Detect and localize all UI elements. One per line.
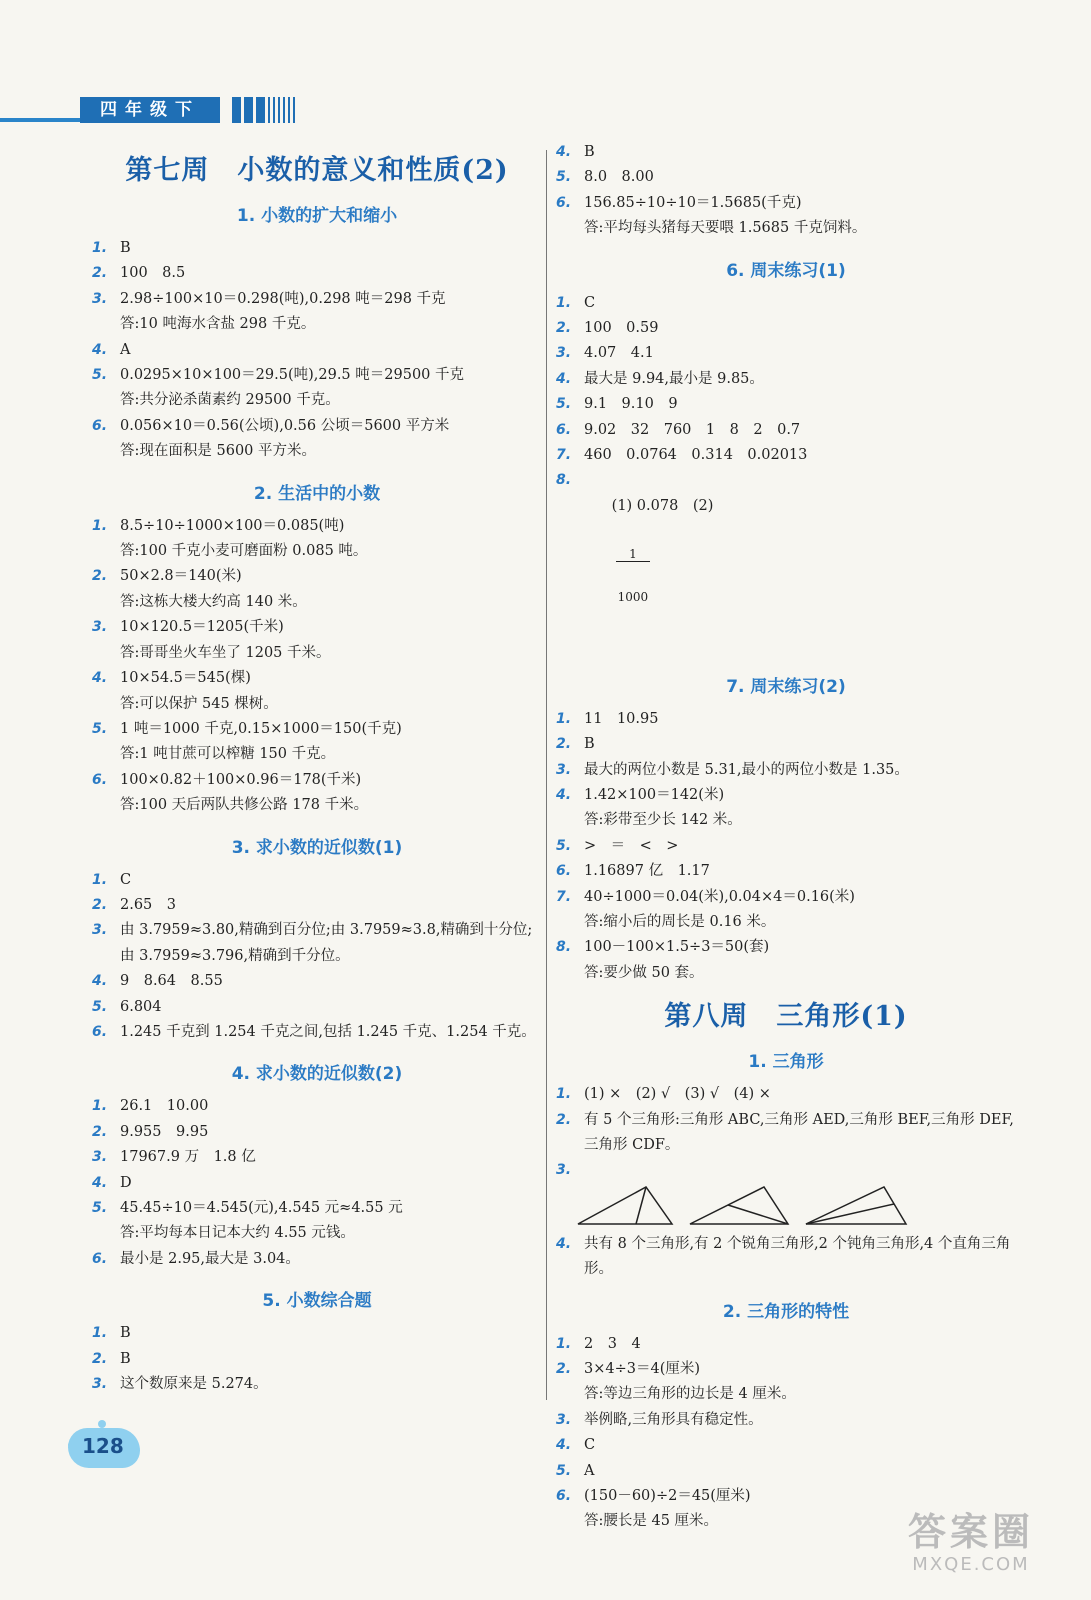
answer-sentence: 答:等边三角形的边长是 4 厘米。 (584, 1386, 796, 1403)
item-number: 7. (556, 888, 572, 905)
answer-item (556, 392, 1016, 417)
item-text: B (120, 240, 131, 256)
answer-item (556, 732, 1016, 757)
item-text: 100 0.59 (584, 320, 659, 337)
item-number: 5. (556, 1462, 572, 1479)
item-number: 6. (556, 194, 572, 211)
answer-item (556, 165, 1016, 190)
item-text: 1 吨＝1000 千克,0.15×1000＝150(千克) (120, 720, 402, 737)
answer-item (556, 1484, 1016, 1509)
answer-item (556, 443, 1016, 468)
answer-item (92, 666, 542, 691)
item-text: 1.245 千克到 1.254 千克之间,包括 1.245 千克、1.254 千克。 (120, 1023, 536, 1040)
triangle-figures (556, 1184, 1016, 1226)
answer-sentence: 答:平均每头猪每天要喂 1.5685 千克饲料。 (584, 220, 867, 237)
section-title: 6. 周末练习(1) (726, 260, 846, 281)
item-text: 9.955 9.95 (120, 1123, 209, 1140)
answer-item (556, 885, 1016, 910)
answer-sentence: 答:100 千克小麦可磨面粉 0.085 吨。 (120, 543, 368, 560)
item-text: 共有 8 个三角形,有 2 个锐角三角形,2 个钝角三角形,4 个直角三角形。 (584, 1235, 1011, 1278)
item-text: (1) × (2) √ (3) √ (4) × (584, 1086, 771, 1103)
section-title: 3. 求小数的近似数(1) (231, 837, 403, 858)
item-text: C (120, 871, 132, 888)
section-items (556, 707, 1016, 986)
answer-item (92, 236, 542, 261)
item-number: 4. (556, 1235, 572, 1252)
section-title: 4. 求小数的近似数(2) (231, 1064, 403, 1085)
item-number: 2. (556, 1361, 572, 1377)
item-number: 8. (556, 472, 572, 489)
answer-item (92, 1120, 542, 1145)
section-title: 7. 周末练习(2) (726, 676, 846, 697)
answer-sentence: 答:平均每本日记本大约 4.55 元钱。 (120, 1225, 355, 1242)
item-text: > ＝ < > (584, 837, 679, 854)
item-text: 有 5 个三角形:三角形 ABC,三角形 AED,三角形 BEF,三角形 DEF,三角形 CDF。 (584, 1111, 1014, 1153)
item-text: A (584, 1462, 595, 1479)
item-text: 0.056×10＝0.56(公顷),0.56 公顷＝5600 平方米 (120, 417, 450, 434)
item-number: 3. (92, 1149, 108, 1166)
answer-item (92, 1171, 542, 1196)
item-text: 2 3 4 (584, 1335, 641, 1352)
item-text: 1.16897 亿 1.17 (584, 863, 710, 880)
answer-item (92, 1247, 542, 1272)
answer-item (556, 783, 1016, 808)
answer-item (556, 1332, 1016, 1357)
item-number: 2. (556, 1111, 572, 1128)
item-text: 由 3.7959≈3.80,精确到百分位;由 3.7959≈3.8,精确到十分位;由 3.7959≈3.796,精确到千分位。 (120, 922, 533, 964)
page-number-badge (68, 1420, 148, 1472)
item-text: B (584, 144, 595, 160)
item-number: 4. (92, 670, 108, 687)
answer-item (556, 468, 1016, 657)
answer-item (92, 338, 542, 363)
item-number: 3. (92, 290, 108, 307)
item-text: 9 8.64 8.55 (120, 973, 223, 990)
grade-label: 四年级下 (80, 97, 220, 123)
item-number: 5. (556, 169, 572, 186)
item-text: 3×4÷3＝4(厘米) (584, 1361, 701, 1377)
column-divider (546, 150, 547, 1400)
item-number: 4. (556, 370, 572, 387)
item-number: 5. (556, 837, 572, 854)
fraction: $\frac{1}{1000}$ (617, 547, 649, 605)
item-text: 1.42×100＝142(米) (584, 786, 725, 803)
item-text: 100×0.82＋100×0.96＝178(千米) (120, 771, 362, 788)
section-items (92, 236, 542, 465)
item-number: 7. (556, 447, 572, 464)
item-text: D (120, 1174, 132, 1191)
answer-item (556, 1158, 1016, 1183)
answer-item (556, 707, 1016, 732)
answer-item (556, 418, 1016, 443)
triangle-figure (804, 1184, 908, 1226)
item-number: 6. (92, 1023, 108, 1040)
answer-item (556, 316, 1016, 341)
answer-item (92, 261, 542, 286)
item-number: 3. (556, 761, 572, 778)
answer-item (92, 1196, 542, 1221)
answer-item (556, 341, 1016, 366)
item-number: 2. (92, 896, 108, 913)
answer-sentence: 答:1 吨甘蔗可以榨糖 150 千克。 (120, 746, 336, 763)
item-text: 9.1 9.10 9 (584, 396, 678, 413)
answer-item (92, 287, 542, 312)
answer-sentence: 答:彩带至少长 142 米。 (584, 812, 742, 829)
item-text: 45.45÷10＝4.545(元),4.545 元≈4.55 元 (120, 1200, 403, 1216)
answer-item (92, 564, 542, 589)
answer-item (92, 514, 542, 539)
item-number: 2. (92, 568, 108, 585)
item-number: 3. (556, 345, 572, 362)
answer-item (556, 1082, 1016, 1107)
answer-sentence: 答:缩小后的周长是 0.16 米。 (584, 913, 776, 930)
item-text: 100－100×1.5÷3＝50(套) (584, 939, 770, 956)
item-number: 6. (92, 417, 108, 434)
item-text: B (120, 1325, 131, 1342)
item-number: 1. (92, 871, 108, 888)
section-items (92, 1094, 542, 1272)
answer-item (556, 140, 1016, 165)
answer-item (92, 717, 542, 742)
item-number: 5. (92, 998, 108, 1015)
item-number: 1. (92, 1098, 108, 1115)
answer-item (92, 1094, 542, 1119)
answer-sentence: 答:腰长是 45 厘米。 (584, 1513, 719, 1530)
item-text: 2.98÷100×10＝0.298(吨),0.298 吨＝298 千克 (120, 290, 446, 307)
answer-item (556, 935, 1016, 960)
answer-sentence: 答:10 吨海水含盐 298 千克。 (120, 316, 316, 333)
watermark-logo: 答案圈 MXQE.COM (907, 1510, 1034, 1575)
section-items (92, 1321, 542, 1397)
section-items (92, 868, 542, 1046)
week7-title: 第七周 小数的意义和性质(2) (125, 155, 509, 186)
item-text: 10×54.5＝545(棵) (120, 670, 251, 687)
item-number: 5. (92, 1200, 108, 1216)
item-text: 这个数原来是 5.274。 (120, 1376, 268, 1393)
item-number: 4. (92, 973, 108, 990)
answer-item (556, 859, 1016, 884)
item-number: 6. (556, 863, 572, 880)
item-number: 1. (92, 1325, 108, 1342)
answer-sentence: 答:要少做 50 套。 (584, 964, 704, 981)
item-number: 8. (556, 939, 572, 956)
answer-item (556, 1108, 1016, 1159)
item-text: 40÷1000＝0.04(米),0.04×4＝0.16(米) (584, 888, 855, 905)
item-number: 5. (92, 367, 108, 384)
item-text: 10×120.5＝1205(千米) (120, 619, 284, 636)
item-text: 9.02 32 760 1 8 2 0.7 (584, 421, 801, 438)
answer-sentence: 答:现在面积是 5600 平方米。 (120, 443, 317, 460)
item-text: 最大的两位小数是 5.31,最小的两位小数是 1.35。 (584, 761, 909, 778)
left-column (92, 140, 542, 1397)
page-number: 128 (82, 1434, 124, 1458)
answer-item (92, 995, 542, 1020)
item-number: 2. (92, 265, 108, 282)
answer-sentence: 答:可以保护 545 棵树。 (120, 695, 278, 712)
answer-sentence: 答:哥哥坐火车坐了 1205 千米。 (120, 644, 331, 661)
week8-title: 第八周 三角形(1) (664, 1001, 908, 1033)
item-number: 1. (92, 240, 108, 256)
item-number: 2. (92, 1350, 108, 1367)
item-text: 举例略,三角形具有稳定性。 (584, 1411, 763, 1428)
item-text: A (120, 341, 131, 358)
answer-item (92, 893, 542, 918)
item-number: 3. (92, 1376, 108, 1393)
item-number: 4. (556, 786, 572, 803)
section-title: 5. 小数综合题 (262, 1291, 372, 1312)
item-number: 6. (556, 1488, 572, 1505)
item-number: 2. (92, 1123, 108, 1140)
answer-item (556, 367, 1016, 392)
answer-item (556, 191, 1016, 216)
item-number: 3. (556, 1411, 572, 1428)
answer-item (92, 1347, 542, 1372)
answer-item (92, 969, 542, 994)
item-number: 5. (556, 396, 572, 413)
item-text: 100 8.5 (120, 265, 186, 282)
item-text: 156.85÷10÷10＝1.5685(千克) (584, 194, 802, 211)
item-text: C (584, 294, 596, 311)
item-text: 6.804 (120, 998, 162, 1015)
item-number: 1. (556, 1335, 572, 1352)
item-number: 1. (556, 294, 572, 311)
answer-item (556, 834, 1016, 859)
item-number: 5. (92, 720, 108, 737)
item-text: (150－60)÷2＝45(厘米) (584, 1488, 751, 1505)
section-items (556, 1332, 1016, 1535)
section-items (556, 291, 1016, 469)
item-text: 11 10.95 (584, 710, 659, 727)
item-number: 1. (556, 1086, 572, 1103)
section-title: 1. 三角形 (748, 1052, 824, 1073)
answer-item (92, 868, 542, 893)
answer-item (92, 1020, 542, 1045)
answer-sentence: 答:这栋大楼大约高 140 米。 (120, 593, 307, 610)
answer-item (92, 615, 542, 640)
triangle-figure (576, 1184, 674, 1226)
answer-item (556, 1408, 1016, 1433)
answer-item (92, 414, 542, 439)
item-number: 4. (556, 144, 572, 160)
item-text: 8.5÷10÷1000×100＝0.085(吨) (120, 517, 345, 534)
item-text: B (120, 1350, 131, 1367)
item-text: 最大是 9.94,最小是 9.85。 (584, 370, 764, 387)
section-items (556, 140, 1016, 242)
item-text: 4.07 4.1 (584, 345, 654, 362)
section-title: 1. 小数的扩大和缩小 (236, 206, 398, 226)
answer-sentence: 答:共分泌杀菌素约 29500 千克。 (120, 392, 340, 409)
answer-item (556, 1357, 1016, 1382)
answer-item (92, 1372, 542, 1397)
item-number: 1. (556, 710, 572, 727)
item-number: 2. (556, 320, 572, 337)
header-stripes (232, 97, 312, 123)
item-text: 2.65 3 (120, 896, 177, 913)
item-text: 26.1 10.00 (120, 1098, 209, 1115)
answer-item (92, 918, 542, 969)
answer-item (92, 768, 542, 793)
item-number: 6. (556, 421, 572, 438)
item-text: 0.0295×10×100＝29.5(吨),29.5 吨＝29500 千克 (120, 367, 464, 384)
item-number: 1. (92, 517, 108, 534)
item-number: 4. (92, 341, 108, 358)
item-text: 460 0.0764 0.314 0.02013 (584, 447, 808, 464)
answer-sentence: 答:100 天后两队共修公路 178 千米。 (120, 797, 369, 814)
item-number: 3. (92, 619, 108, 636)
answer-item (556, 1433, 1016, 1458)
item-text: 最小是 2.95,最大是 3.04。 (120, 1250, 300, 1267)
section-items (556, 1082, 1016, 1158)
item-text: (1) 0.078 (2) $\frac{1}{1000}$ (584, 468, 1016, 657)
answer-item (92, 1145, 542, 1170)
item-text: 17967.9 万 1.8 亿 (120, 1149, 256, 1166)
answer-item (556, 1232, 1016, 1283)
section-title: 2. 生活中的小数 (253, 483, 381, 504)
item-number: 6. (92, 1250, 108, 1267)
item-text: 8.0 8.00 (584, 169, 654, 186)
answer-item (556, 1459, 1016, 1484)
item-text: B (584, 736, 595, 753)
item-number: 6. (92, 771, 108, 788)
item-number: 2. (556, 736, 572, 753)
item-number: 3. (92, 922, 108, 939)
item-text: C (584, 1437, 596, 1454)
item-number: 4. (92, 1174, 108, 1191)
answer-item (556, 758, 1016, 783)
item-text: 50×2.8＝140(米) (120, 568, 242, 585)
item-number: 4. (556, 1437, 572, 1454)
right-column (556, 140, 1016, 1535)
answer-item (92, 1321, 542, 1346)
item-number: 3. (556, 1162, 572, 1179)
section-items (92, 514, 542, 819)
triangle-figure (688, 1184, 790, 1226)
section-title: 2. 三角形的特性 (722, 1301, 850, 1322)
answer-item (556, 291, 1016, 316)
answer-item (92, 363, 542, 388)
